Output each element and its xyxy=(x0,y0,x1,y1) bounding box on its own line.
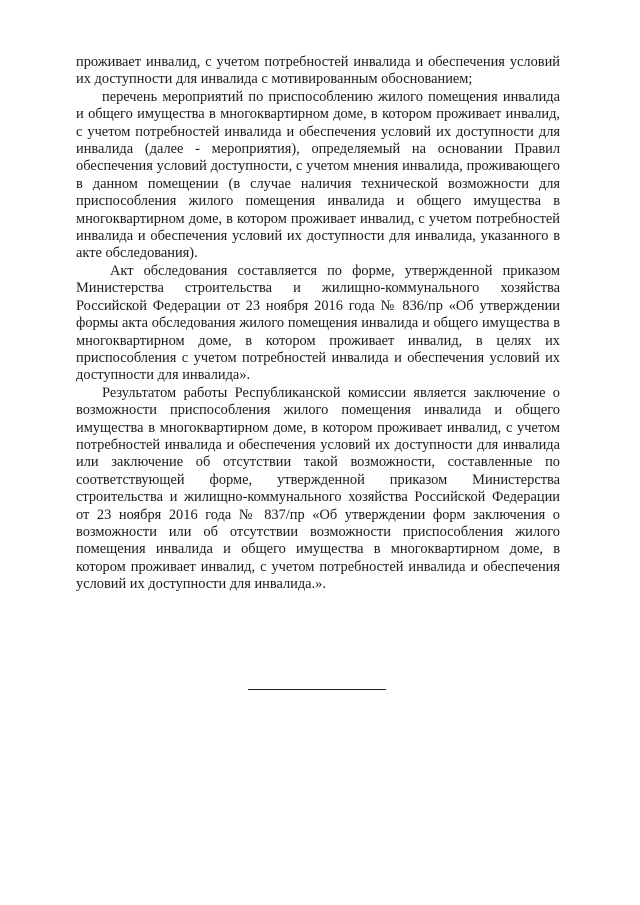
paragraph-commission-result: Результатом работы Республиканской комиссии является заключение о возможности приспособления жилого помещения инвалида и общего имущества в многоквартирном доме, в котором проживает инвалид, с учетом потребностей инвалида и обеспечения условий их доступности для инвалида или заключение об отсутствии такой возможности, составленные по соответствующей форме, утвержденной приказом Министерства строительства и жилищно-коммунального хозяйства Российской Федерации от 23 ноября 2016 года № 837/пр «Об утверждении форм заключения о возможности или об отсутствии возможности приспособления жилого помещения инвалида и общего имущества в многоквартирном доме, в котором проживает инвалид, с учетом потребностей инвалида и обеспечения условий их доступности для инвалида.». xyxy=(76,384,560,593)
end-of-text-rule xyxy=(248,689,386,690)
paragraph-inspection-act: Акт обследования составляется по форме, утвержденной приказом Министерства строительства и жилищно-коммунального хозяйства Российской Федерации от 23 ноября 2016 года № 836/пр «Об утверждении формы акта обследования жилого помещения инвалида и общего имущества в многоквартирном доме, в котором проживает инвалид, в целях их приспособления с учетом потребностей инвалида и обеспечения условий их доступности для инвалида». xyxy=(76,262,560,384)
paragraph-continuation: проживает инвалид, с учетом потребностей инвалида и обеспечения условий их доступности для инвалида с мотивированным обоснованием; xyxy=(76,54,560,88)
document-body xyxy=(76,54,560,594)
paragraph-measures-list: перечень мероприятий по приспособлению жилого помещения инвалида и общего имущества в многоквартирном доме, в котором проживает инвалид, с учетом потребностей инвалида и обеспечения условий их доступности для инвалида (далее - мероприятия), определяемый на основании Правил обеспечения условий доступности, с учетом мнения инвалида, проживающего в данном помещении (в случае наличия технической возможности для приспособления жилого помещения инвалида и общего имущества в многоквартирном доме, в котором проживает инвалид, с учетом потребностей инвалида и обеспечения условий их доступности для инвалида, указанного в акте обследования). xyxy=(76,88,560,262)
